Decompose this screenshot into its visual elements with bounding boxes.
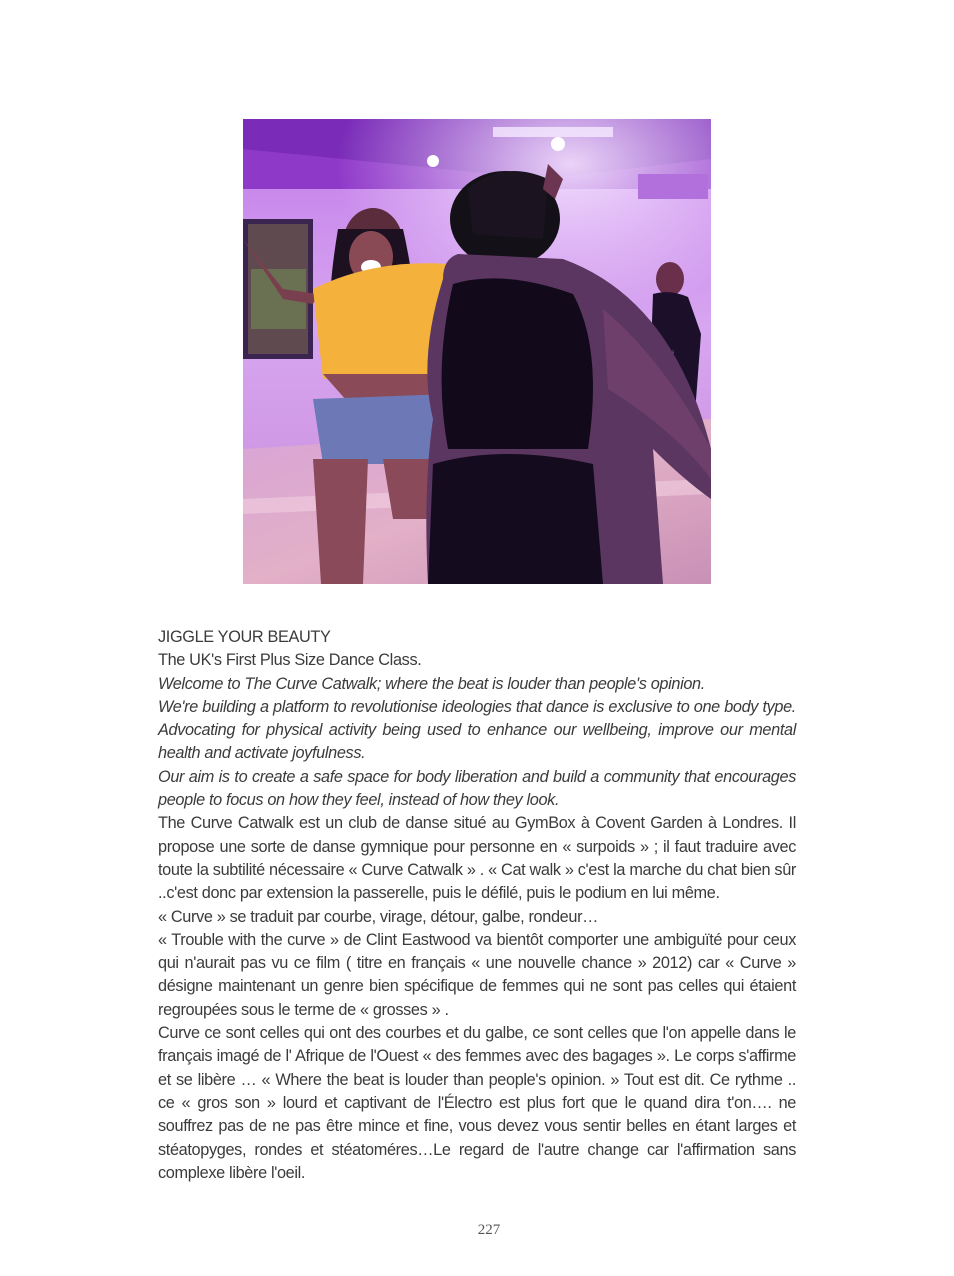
paragraph-curve-catwalk: The Curve Catwalk est un club de danse situé au GymBox à Covent Garden à Londres. Il propose une sorte de danse gymnique pour personne en « surpoids » ; il faut traduire avec toute la subtilité nécessaire « Curve Catwalk » . « Cat walk » c'est la marche du chat bien sûr ..c'est donc par extension la passerelle, puis le défilé, puis le podium en lui même. [158,814,796,903]
article-text [158,626,796,1185]
paragraph-curve-meaning: Curve ce sont celles qui ont des courbes et du galbe, ce sont celles que l'on appelle dans le français imagé de l' Afrique de l'Ouest « des femmes avec des bagages ». Le corps s'affirme et se libère … « Where the beat is louder than people's opinion. » Tout est dit. Ce rythme .. ce « gros son » lourd et captivant de l'Électro est plus fort que le quand dira t'on…. ne souffrez pas de ne pas être mince et fine, vous devez vous sentir belles en étant larges et stéatopyges, rondes et stéatoméres…Le regard de l'autre change car l'affirmation sans complexe libère l'oeil. [158,1024,796,1182]
paragraph-curve-definition: « Curve » se traduit par courbe, virage, détour, galbe, rondeur… [158,907,599,926]
quote-platform: We're building a platform to revolutionise ideologies that dance is exclusive to one body type. Advocating for physical activity being used to enhance our wellbeing, improve our mental health and activate joyfulness. [158,697,796,763]
page-number: 227 [477,1222,501,1238]
paragraph-trouble-with-curve: « Trouble with the curve » de Clint Eastwood va bientôt comporter une ambiguïté pour ceux qui n'aurait pas vu ce film ( titre en français « une nouvelle chance » 2012) car « Curve » désigne maintenant un genre bien spécifique de femmes qui ne sont pas celles qui étaient regroupées sous le terme de « grosses » . [158,930,796,1019]
quote-aim: Our aim is to create a safe space for body liberation and build a community that encourages people to focus on how they feel, instead of how they look. [158,767,796,810]
article-subheading: The UK's First Plus Size Dance Class. [158,651,422,670]
dance-class-photo [243,119,711,584]
quote-welcome: Welcome to The Curve Catwalk; where the beat is louder than people's opinion. [158,674,705,693]
article-heading: JIGGLE YOUR BEAUTY [158,628,331,646]
